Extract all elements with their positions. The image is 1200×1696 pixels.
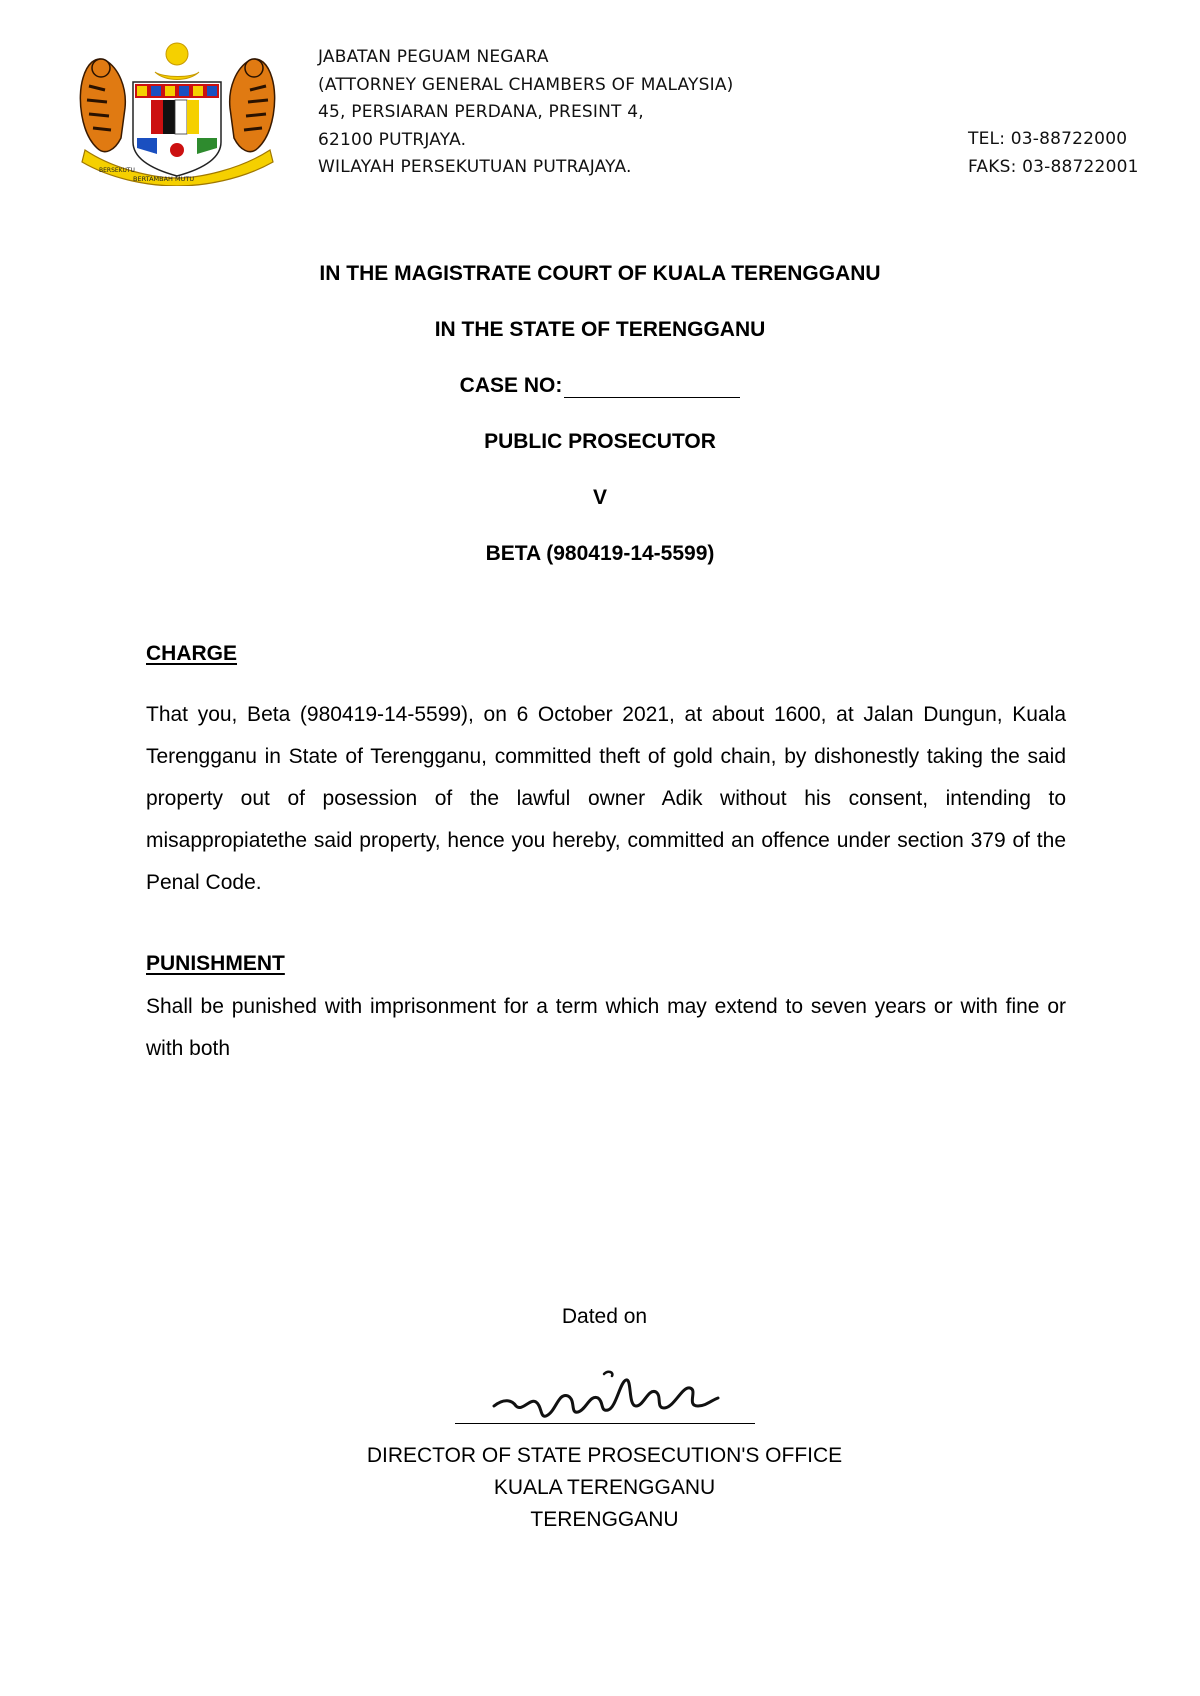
signature-line <box>455 1423 755 1424</box>
fax-number: FAKS: 03-88722001 <box>968 156 1139 177</box>
address-line: WILAYAH PERSEKUTUAN PUTRAJAYA. <box>318 157 632 177</box>
state-heading: IN THE STATE OF TERENGGANU <box>434 318 766 341</box>
party-accused: BETA (980419-14-5599) <box>485 542 715 565</box>
address-line: 45, PERSIARAN PERDANA, PRESINT 4, <box>318 102 644 122</box>
signatory-block <box>0 1440 1200 1536</box>
handwritten-signature <box>486 1362 726 1422</box>
punishment-title: PUNISHMENT <box>146 952 285 975</box>
charge-text: That you, Beta (980419-14-5599), on 6 October 2021, at about 1600, at Jalan Dungun, Kuala Terengganu in State of Terengganu, committed theft of gold chain, by dishonestly taking the said property out of posession of the lawful owner Adik without his consent, intending to misappropiatethe said property, hence you hereby, committed an offence under section 379 of the Penal Code. <box>146 703 1066 894</box>
charge-title: CHARGE <box>146 642 238 665</box>
letterhead-contact <box>968 126 1139 181</box>
punishment-text: Shall be punished with imprisonment for a term which may extend to seven years or with fine or with both <box>146 995 1066 1060</box>
signatory-state: TERENGGANU <box>530 1508 679 1531</box>
signatory-office: DIRECTOR OF STATE PROSECUTION'S OFFICE <box>366 1444 843 1467</box>
address-line: JABATAN PEGUAM NEGARA <box>318 47 549 67</box>
coat-of-arms-logo <box>75 38 280 186</box>
party-prosecutor: PUBLIC PROSECUTOR <box>484 430 716 453</box>
telephone-number: TEL: 03-88722000 <box>968 129 1128 149</box>
case-number <box>0 374 1200 398</box>
address-line: (ATTORNEY GENERAL CHAMBERS OF MALAYSIA) <box>318 74 734 95</box>
letterhead-address <box>318 44 734 182</box>
crest-motto-left: BERSEKUTU <box>99 167 135 174</box>
court-heading: IN THE MAGISTRATE COURT OF KUALA TERENGGANU <box>319 262 881 285</box>
crest-motto-right: BERTAMBAH MUTU <box>133 175 195 183</box>
signatory-city: KUALA TERENGGANU <box>493 1476 716 1499</box>
dated-label: Dated on <box>561 1305 648 1328</box>
case-number-blank <box>564 377 740 398</box>
case-number-label: CASE NO: <box>459 374 563 397</box>
versus-label: V <box>592 486 607 509</box>
address-line: 62100 PUTRJAYA. <box>318 129 467 150</box>
